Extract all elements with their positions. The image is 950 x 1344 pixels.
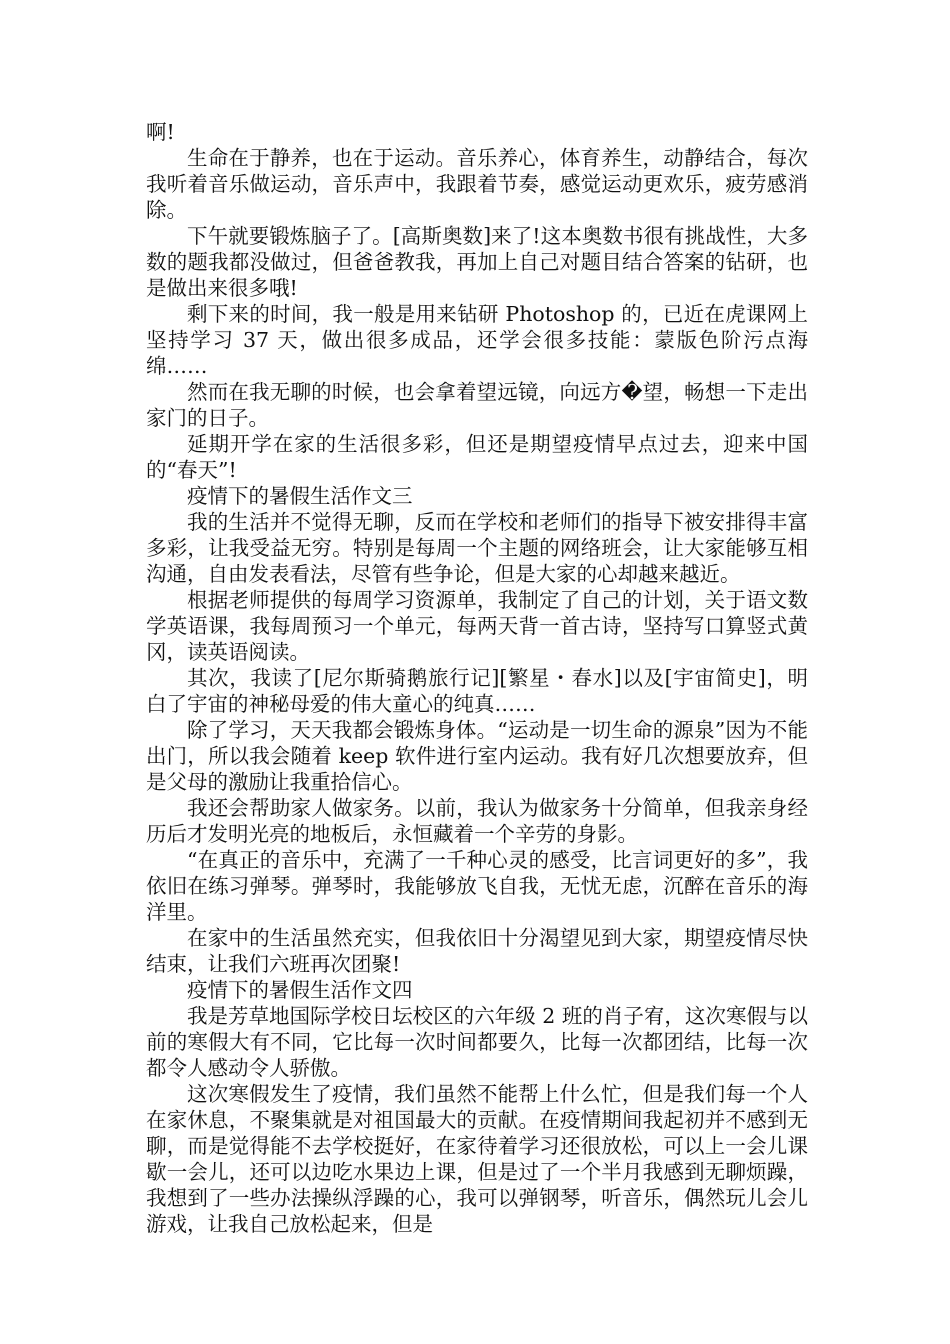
paragraph: 根据老师提供的每周学习资源单，我制定了自己的计划，关于语文数学英语课，我每周预习一个单元，每两天背一首古诗，坚持写口算竖式黄冈，读英语阅读。 bbox=[146, 588, 808, 664]
paragraph: 除了学习，天天我都会锻炼身体。“运动是一切生命的源泉”因为不能出门，所以我会随着 keep 软件进行室内运动。我有好几次想要放弃，但是父母的激励让我重拾信心。 bbox=[146, 718, 808, 794]
paragraph: 我还会帮助家人做家务。以前，我认为做家务十分简单，但我亲身经历后才发明光亮的地板后，永恒藏着一个辛劳的身影。 bbox=[146, 796, 808, 846]
paragraph: 下午就要锻炼脑子了。[高斯奥数]来了!这本奥数书很有挑战性，大多数的题我都没做过，但爸爸教我，再加上自己对题目结合答案的钻研，也是做出来很多哦! bbox=[146, 224, 808, 300]
paragraph: 生命在于静养，也在于运动。音乐养心，体育养生，动静结合，每次我听着音乐做运动，音乐声中，我跟着节奏，感觉运动更欢乐，疲劳感消除。 bbox=[146, 146, 808, 222]
paragraph: 其次，我读了[尼尔斯骑鹅旅行记][繁星・春水]以及[宇宙简史]，明白了宇宙的神秘母爱的伟大童心的纯真…… bbox=[146, 666, 808, 716]
paragraph: 这次寒假发生了疫情，我们虽然不能帮上什么忙，但是我们每一个人在家休息，不聚集就是对祖国最大的贡献。在疫情期间我起初并不感到无聊，而是觉得能不去学校挺好，在家待着学习还很放松，可以上一会儿课歇一会儿，还可以边吃水果边上课，但是过了一个半月我感到无聊烦躁，我想到了一些办法操纵浮躁的心，我可以弹钢琴，听音乐，偶然玩儿会儿游戏，让我自己放松起来，但是 bbox=[146, 1082, 808, 1236]
paragraph: 延期开学在家的生活很多彩，但还是期望疫情早点过去，迎来中国的“春天”! bbox=[146, 432, 808, 482]
paragraph: 然而在我无聊的时候，也会拿着望远镜，向远方�望，畅想一下走出家门的日子。 bbox=[146, 380, 808, 430]
paragraph: 在家中的生活虽然充实，但我依旧十分渴望见到大家，期望疫情尽快结束，让我们六班再次团聚! bbox=[146, 926, 808, 976]
paragraph: 我的生活并不觉得无聊，反而在学校和老师们的指导下被安排得丰富多彩，让我受益无穷。特别是每周一个主题的网络班会，让大家能够互相沟通，自由发表看法，尽管有些争论，但是大家的心却越来越近。 bbox=[146, 510, 808, 586]
paragraph-continuation: 啊! bbox=[146, 120, 175, 144]
section-heading: 疫情下的暑假生活作文三 bbox=[187, 484, 413, 508]
paragraph: 我是芳草地国际学校日坛校区的六年级 2 班的肖子宥，这次寒假与以前的寒假大有不同，它比每一次时间都要久，比每一次都团结，比每一次都令人感动令人骄傲。 bbox=[146, 1004, 808, 1080]
paragraph: 剩下来的时间，我一般是用来钻研 Photoshop 的，已近在虎课网上坚持学习 37 天，做出很多成品，还学会很多技能：蒙版色阶污点海绵…… bbox=[146, 302, 808, 378]
paragraph: “在真正的音乐中，充满了一千种心灵的感受，比言词更好的多”，我依旧在练习弹琴。弹琴时，我能够放飞自我，无忧无虑，沉醉在音乐的海洋里。 bbox=[146, 848, 808, 924]
section-heading: 疫情下的暑假生活作文四 bbox=[187, 978, 413, 1002]
document-body bbox=[146, 119, 808, 1237]
